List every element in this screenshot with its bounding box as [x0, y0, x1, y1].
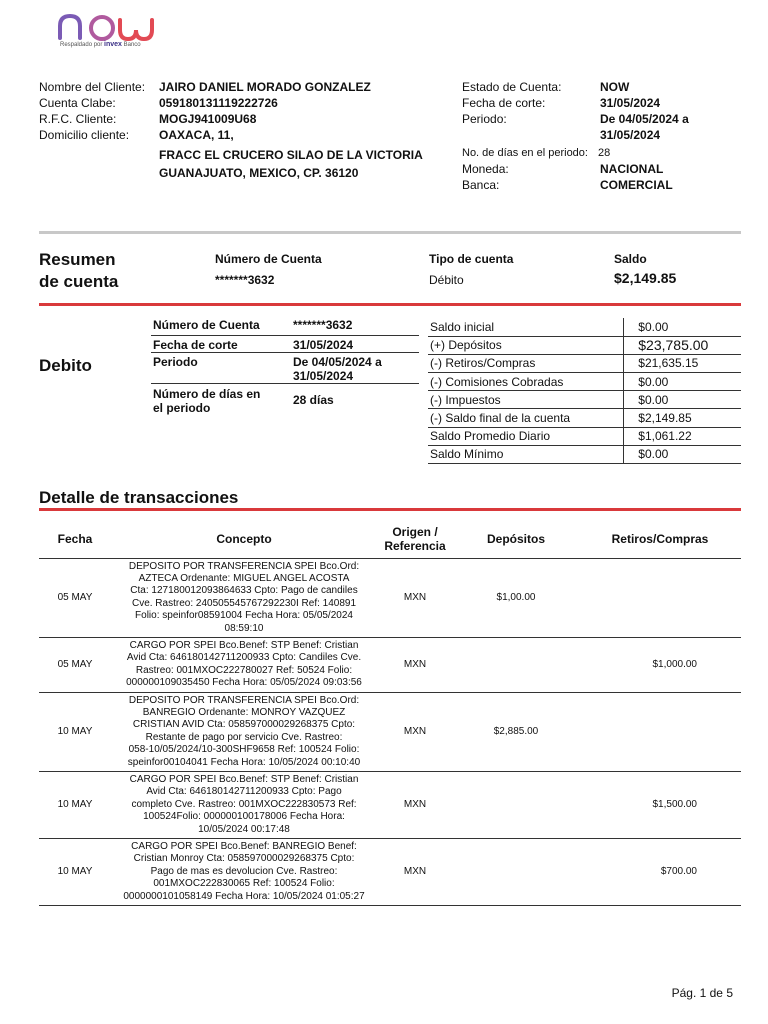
logo-tagline: [60, 41, 141, 48]
transaction-date: 05 MAY: [39, 558, 111, 637]
transactions-table: [39, 520, 741, 906]
col-origen-header-2: Referencia: [384, 538, 446, 553]
clabe-value: 059180131119222726: [159, 96, 278, 110]
concept-line: Restante de pago por servicio Cve. Rastreo:: [145, 731, 343, 743]
moneda-label: Moneda:: [462, 162, 509, 176]
address-label: Domicilio cliente:: [39, 128, 130, 142]
resumen-saldo-label: Saldo: [614, 252, 647, 266]
kv-dias-label-2: el periodo: [153, 400, 211, 415]
page-number: Pág. 1 de 5: [671, 986, 733, 1000]
balance-value: $0.00: [624, 391, 741, 409]
concept-line: 10/05/2024 00:17:48: [198, 823, 290, 835]
dias-label: No. de días en el periodo:: [462, 147, 588, 159]
debito-details-table: [151, 318, 419, 417]
resumen-tipo-label: Tipo de cuenta: [429, 252, 514, 266]
resumen-title: [39, 249, 118, 293]
client-info: [39, 79, 423, 181]
col-origen-header-1: Origen /: [392, 524, 438, 539]
kv-row-periodo: [151, 352, 419, 383]
balance-row: [428, 318, 741, 336]
transaction-withdrawal: [579, 558, 741, 637]
transaction-date: 10 MAY: [39, 692, 111, 771]
transaction-date: 10 MAY: [39, 772, 111, 839]
concept-line: Avid Cta: 646180142711200933 Cpto: Pago: [146, 786, 342, 798]
balance-row: [428, 427, 741, 445]
transaction-row: [39, 692, 741, 771]
address-line-3: GUANAJUATO, MEXICO, CP. 36120: [159, 166, 359, 180]
balance-value: $0.00: [624, 318, 741, 336]
invex-brand: invex: [104, 41, 122, 48]
balance-row: [428, 336, 741, 354]
balance-row: [428, 373, 741, 391]
kv-periodo-value: [291, 352, 419, 383]
col-origen-header: [377, 520, 453, 558]
transaction-deposit: $1,00.00: [453, 558, 579, 637]
kv-row-numero: [151, 318, 419, 335]
transaction-reference: MXN: [377, 637, 453, 692]
concept-line: 000000109035450 Fecha Hora: 05/05/2024 09:03:56: [126, 677, 362, 689]
balance-label: Saldo Promedio Diario: [428, 427, 624, 445]
periodo-value-1: De 04/05/2024 a: [600, 112, 689, 126]
concept-line: DEPOSITO POR TRANSFERENCIA SPEI Bco.Ord:: [128, 560, 360, 572]
banca-value: COMERCIAL: [600, 178, 673, 192]
kv-corte-value: 31/05/2024: [291, 335, 419, 352]
corte-label: Fecha de corte:: [462, 96, 546, 110]
transaction-concept: [111, 692, 377, 771]
transaction-deposit: [453, 772, 579, 839]
transaction-row: [39, 839, 741, 906]
resumen-tipo: [429, 251, 513, 288]
periodo-value-2: 31/05/2024: [600, 128, 661, 142]
balance-label: Saldo Mínimo: [428, 445, 624, 463]
resumen-title-line-1: Resumen: [39, 250, 116, 269]
client-name: JAIRO DANIEL MORADO GONZALEZ: [159, 80, 371, 94]
kv-dias-value: 28 días: [293, 393, 334, 408]
transaction-reference: MXN: [377, 839, 453, 906]
concept-line: 100524Folio: 000000100178006 Fecha Hora:: [143, 811, 345, 823]
clabe-label: Cuenta Clabe:: [39, 96, 116, 110]
transaction-withdrawal: [579, 692, 741, 771]
transaction-withdrawal: $700.00: [579, 839, 741, 906]
banca-label: Banca:: [462, 178, 500, 192]
balance-row: [428, 445, 741, 463]
periodo-label: Periodo:: [462, 112, 507, 126]
kv-periodo-value-1: De 04/05/2024 a: [293, 354, 382, 369]
concept-line: Cta: 127180012093864633 Cpto: Pago de candiles: [130, 585, 358, 597]
concept-line: 001MXOC222830065 Ref: 100524 Folio:: [153, 878, 335, 890]
balance-value: $0.00: [624, 445, 741, 463]
transactions-header: [39, 520, 741, 558]
col-concepto-header: Concepto: [216, 531, 272, 546]
balance-label: Saldo inicial: [428, 318, 624, 336]
concept-line: speinfor00104041 Fecha Hora: 10/05/2024 00:10:40: [127, 756, 361, 768]
balance-row: [428, 354, 741, 372]
resumen-saldo-value: $2,149.85: [614, 270, 677, 286]
transaction-concept: [111, 839, 377, 906]
kv-periodo-label: Periodo: [151, 352, 291, 383]
resumen-numero: [215, 251, 322, 288]
detalle-title: Detalle de transacciones: [39, 488, 239, 507]
transaction-date: 05 MAY: [39, 637, 111, 692]
resumen-tipo-value: Débito: [429, 273, 464, 287]
concept-line: 08:59:10: [224, 622, 264, 634]
transaction-withdrawal: $1,000.00: [579, 637, 741, 692]
transaction-deposit: $2,885.00: [453, 692, 579, 771]
concept-line: AZTECA Ordenante: MIGUEL ANGEL ACOSTA: [138, 572, 350, 584]
transaction-row: [39, 558, 741, 637]
transaction-row: [39, 637, 741, 692]
concept-line: Cristian Monroy Cta: 058597000029268375 Cpto:: [133, 853, 355, 865]
kv-row-corte: [151, 335, 419, 352]
concept-line: 0000000101058149 Fecha Hora: 10/05/2024 01:05:27: [123, 890, 365, 902]
balance-table: [428, 318, 741, 464]
balance-row: [428, 409, 741, 427]
balance-value: $1,061.22: [624, 427, 741, 445]
resumen-numero-label: Número de Cuenta: [215, 252, 322, 266]
kv-periodo-value-2: 31/05/2024: [293, 368, 354, 383]
balance-value: $0.00: [624, 373, 741, 391]
concept-line: BANREGIO Ordenante: MONROY VAZQUEZ: [142, 706, 346, 718]
concept-line: CARGO POR SPEI Bco.Benef: BANREGIO Benef:: [131, 841, 357, 853]
concept-line: completo Cve. Rastreo: 001MXOC222830573 Ref:: [131, 798, 357, 810]
transaction-date: 10 MAY: [39, 839, 111, 906]
moneda-value: NACIONAL: [600, 162, 664, 176]
transaction-withdrawal: $1,500.00: [579, 772, 741, 839]
balance-label: (+) Depósitos: [428, 336, 624, 354]
kv-numero-label: Número de Cuenta: [151, 318, 291, 335]
transaction-concept: [111, 637, 377, 692]
concept-line: CARGO POR SPEI Bco.Benef: STP Benef: Cristian: [129, 774, 359, 785]
rfc-value: MOGJ941009U68: [159, 112, 257, 126]
divider-resumen: [39, 303, 741, 306]
tagline-prefix: Respaldado por: [60, 42, 103, 48]
client-name-label: Nombre del Cliente:: [39, 80, 146, 94]
estado-label: Estado de Cuenta:: [462, 80, 562, 94]
kv-dias-label: [151, 383, 291, 417]
concept-line: Cve. Rastreo: 240505545767292230I Ref: 140891: [131, 597, 357, 609]
debito-title: Debito: [39, 356, 92, 375]
transaction-reference: MXN: [377, 558, 453, 637]
concept-line: DEPOSITO POR TRANSFERENCIA SPEI Bco.Ord:: [128, 694, 360, 706]
kv-row-dias: [151, 383, 419, 417]
rfc-label: R.F.C. Cliente:: [39, 112, 117, 126]
kv-dias-label-1: Número de días en: [153, 386, 261, 401]
balance-value: $23,785.00: [624, 336, 741, 354]
divider-detalle: [39, 508, 741, 511]
kv-corte-label: Fecha de corte: [151, 335, 291, 352]
corte-value: 31/05/2024: [600, 96, 661, 110]
divider-top: [39, 231, 741, 234]
transaction-row: [39, 772, 741, 839]
resumen-title-line-2: de cuenta: [39, 272, 119, 291]
address-line-1: OAXACA, 11,: [159, 128, 234, 142]
balance-label: (-) Comisiones Cobradas: [428, 373, 624, 391]
balance-label: (-) Impuestos: [428, 391, 624, 409]
resumen-numero-value: *******3632: [215, 273, 275, 287]
transaction-reference: MXN: [377, 772, 453, 839]
concept-line: CARGO POR SPEI Bco.Benef: STP Benef: Cristian: [129, 639, 359, 651]
address-line-2: FRACC EL CRUCERO SILAO DE LA VICTORIA: [159, 148, 423, 162]
concept-line: Folio: speinfor08591004 Fecha Hora: 05/05/2024: [135, 610, 353, 622]
col-depositos-header: Depósitos: [486, 531, 545, 546]
dias-value: 28: [598, 147, 611, 159]
balance-value: $2,149.85: [624, 409, 741, 427]
statement-info: [462, 79, 689, 193]
estado-value: NOW: [600, 80, 630, 94]
balance-label: (-) Retiros/Compras: [428, 354, 624, 372]
transaction-concept: [111, 772, 377, 839]
concept-line: CRISTIAN AVID Cta: 058597000029268375 Cpto:: [132, 719, 356, 731]
col-fecha-header: Fecha: [57, 531, 93, 546]
transaction-reference: MXN: [377, 692, 453, 771]
col-retiros-header: Retiros/Compras: [611, 531, 709, 546]
kv-numero-value: *******3632: [291, 318, 419, 335]
balance-value: $21,635.15: [624, 354, 741, 372]
resumen-saldo: [614, 251, 676, 286]
transaction-deposit: [453, 839, 579, 906]
concept-line: 058-10/05/2024/10-300SHF9658 Ref: 100524 Folio:: [128, 744, 360, 756]
tagline-suffix: Banco: [123, 42, 141, 48]
concept-line: Avid Cta: 646180142711200933 Cpto: Candiles Cve.: [126, 652, 362, 664]
concept-line: Rastreo: 001MXOC222780027 Ref: 50524 Folio:: [135, 664, 353, 676]
transaction-deposit: [453, 637, 579, 692]
balance-row: [428, 391, 741, 409]
transaction-concept: [111, 558, 377, 637]
concept-line: Pago de mas es devolucion Cve. Rastreo:: [150, 865, 338, 877]
balance-label: (-) Saldo final de la cuenta: [428, 409, 624, 427]
